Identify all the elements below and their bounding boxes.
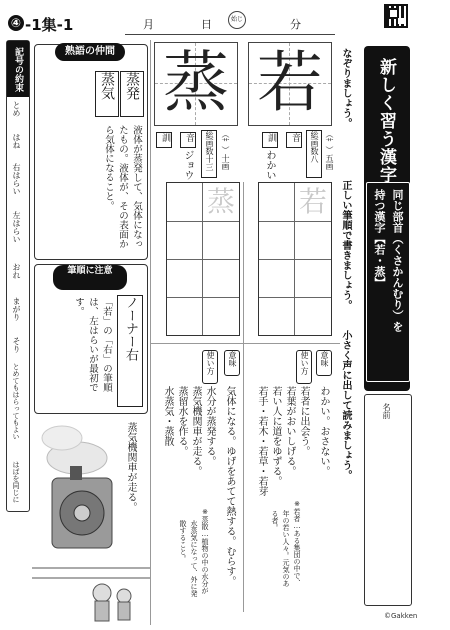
symbol-item: 右はらい [12, 163, 21, 195]
qr-code-icon [384, 4, 408, 28]
friends-word: 蒸気 [95, 71, 119, 117]
radical-label: （艹）五画 [325, 130, 334, 170]
radical-label: （艹）十画 [221, 130, 230, 170]
usage-label: 使い方 [202, 350, 218, 384]
symbol-legend [6, 40, 30, 512]
usage-example: 若葉がおいしげる。 [284, 386, 295, 476]
on-label: 音 [286, 132, 302, 148]
clock-icon: 始じ [228, 11, 246, 29]
practice-sample-char: 若 [298, 185, 327, 218]
symbol-item: はね [12, 133, 21, 149]
usage-example: 蒸留水を作る。 [176, 386, 187, 456]
unit-code: -1集-1 [25, 16, 74, 34]
name-label: 名前 [382, 403, 391, 419]
stroke-count: 総画数八 [306, 130, 322, 178]
symbol-item: 左はらい [12, 211, 21, 243]
instruction-read: 小さく声に出して読みましょう。 [340, 330, 351, 480]
kanji-char: 若 [257, 44, 323, 121]
symbol-list [7, 101, 29, 511]
stroke-count: 総画数十三 [201, 130, 217, 178]
note-text: 年の若い人々。元気のあ [282, 510, 290, 587]
usage-label: 使い方 [296, 350, 312, 384]
kanji-char: 蒸 [163, 44, 229, 121]
name-box[interactable] [364, 394, 412, 606]
section-divider [150, 343, 340, 344]
left-panel [6, 40, 150, 625]
symbol-item: はばを同じに [12, 461, 20, 503]
symbol-item: おれ [12, 263, 21, 279]
on-reading: ジョウ [182, 150, 193, 180]
stroke-order-caution-title: 筆順に注意 [53, 265, 127, 290]
month-label: 月 [143, 18, 154, 31]
symbol-legend-title: 記号の約束 [7, 41, 29, 97]
instruction-write: 正しい筆順で書きましょう。 [340, 180, 351, 310]
writing-grid-jou[interactable] [166, 182, 240, 336]
stroke-order-caution-box [34, 264, 148, 414]
date-box [125, 14, 335, 35]
lesson-title: 新しく習う漢字 [376, 58, 396, 184]
day-label: 日 [201, 18, 212, 31]
meaning-text: 気体になる。ゆげをあてて熱する。むらす。 [224, 386, 235, 586]
meaning-label: 意味 [316, 350, 332, 376]
word-friends-box [34, 44, 148, 260]
meaning-text: わかい。おさない。 [318, 386, 329, 476]
meaning-label: 意味 [224, 350, 240, 376]
writing-grid-waka[interactable] [258, 182, 332, 336]
stroke-order-note: 「若」の「右」の筆順は、左はらいが最初です。 [73, 297, 112, 392]
symbol-item: とめてもはらってもよい [12, 363, 20, 440]
usage-example: 若い人に道をゆずる。 [270, 386, 281, 486]
usage-example: 水分が蒸発する。 [204, 386, 215, 466]
friends-text: 液体が蒸発して、気体になったもの。液体が、その表面から気体になること。 [103, 125, 142, 249]
note-text: る者。 [271, 510, 279, 531]
word-friends-title: 熟語の仲間 [55, 43, 125, 61]
kun-label: 訓 [262, 132, 278, 148]
kun-reading: わかい [264, 150, 275, 180]
practice-sample-char: 蒸 [206, 185, 235, 218]
note-text: ※蒸散…植物の中の水分が [201, 508, 209, 594]
kanji-trace-box [154, 42, 238, 126]
note-text: 水蒸気になって、外に発 [190, 520, 198, 597]
subtitle-line2: 持つ漢字【若・蒸】 [373, 189, 386, 288]
instruction-column [335, 40, 357, 600]
friends-word: 蒸発 [120, 71, 144, 117]
symbol-item: まがり [12, 297, 21, 321]
publisher-credit: ©Gakken [384, 612, 418, 620]
usage-example: 水蒸気・蒸散 [162, 386, 173, 446]
usage-example: 若者に出会う。 [298, 386, 309, 456]
on-label: 音 [180, 132, 196, 148]
instruction-trace: なぞりましょう。 [340, 48, 351, 128]
symbol-item: そり [12, 337, 21, 353]
usage-example: 若手・若木・若草・若芽 [256, 386, 267, 496]
subtitle-line1: 同じ部首（くさかんむり）を [391, 189, 404, 332]
header [0, 0, 450, 40]
stroke-order-sequence: ノーナー右 [117, 295, 143, 407]
illustration-caption: 蒸気機関車が走る。 [125, 422, 136, 512]
column-divider [243, 182, 244, 612]
steam-train-illustration [32, 418, 150, 624]
usage-example: 蒸気機関車が走る。 [190, 386, 201, 476]
kun-label: 訓 [156, 132, 172, 148]
note-text: ※若者…ある集団の中で、 [293, 500, 301, 586]
minute-label: 分 [290, 18, 301, 31]
symbol-item: とめ [12, 101, 21, 117]
subtitle-block [366, 182, 410, 382]
column-divider [150, 40, 151, 625]
kanji-trace-box [248, 42, 332, 126]
note-text: 散すること。 [179, 520, 187, 562]
unit-badge: ④ [8, 15, 24, 31]
